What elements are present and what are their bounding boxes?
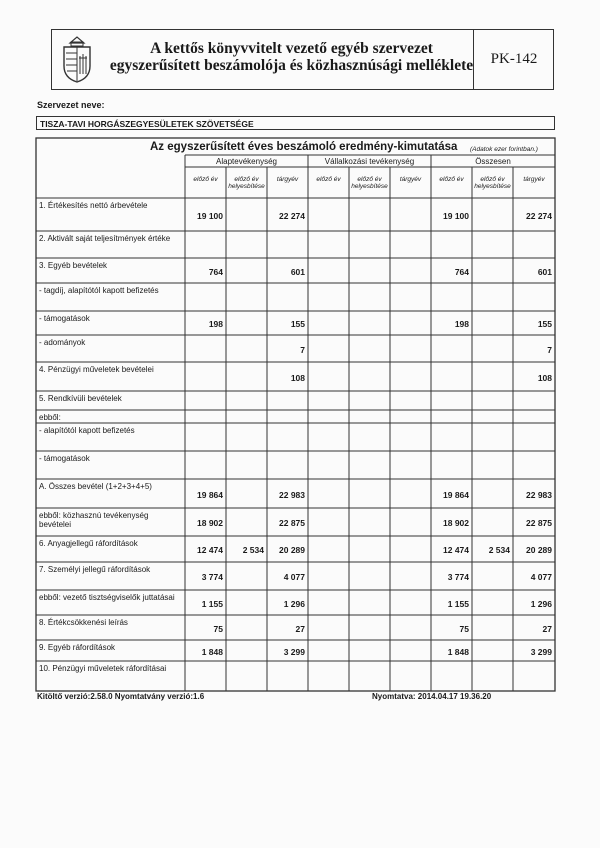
table-cell: 19 100: [197, 210, 223, 221]
form-title-line2: egyszerűsített beszámolója és közhasznúsági melléklete: [109, 57, 474, 74]
table-cell: 108: [290, 372, 305, 383]
form-title-line1: A kettős könyvvitelt vezető egyéb szervezet: [150, 40, 433, 57]
row-label: - adományok: [39, 338, 86, 347]
table-cell: 12 474: [443, 545, 469, 555]
table-cell: 4 077: [283, 572, 305, 582]
table-cell: 155: [290, 319, 305, 329]
col-previous-year: előző év: [316, 176, 341, 183]
table-cell: 18 902: [443, 518, 469, 528]
row-label: - alapítótól kapott befizetés: [39, 426, 135, 435]
table-cell: 1 155: [447, 598, 469, 609]
group-total: Összesen: [475, 157, 511, 166]
table-cell: 22 875: [526, 518, 552, 528]
col-current-year: tárgyév: [399, 176, 422, 183]
print-timestamp: Nyomtatva: 2014.04.17 19.36.20: [372, 692, 492, 701]
table-cell: 1 848: [201, 646, 223, 657]
row-label: - támogatások: [39, 314, 90, 323]
table-cell: 7: [547, 344, 552, 355]
table-cell: 2 534: [242, 545, 264, 555]
organization-label: Szervezet neve:: [37, 100, 105, 110]
col-previous-year-correction: előző év helyesbítése: [474, 176, 511, 190]
table-cell: 764: [208, 266, 223, 277]
row-label: 1. Értékesítés nettó árbevétele: [39, 201, 148, 210]
table-cell: 1 848: [447, 646, 469, 657]
row-label: 10. Pénzügyi műveletek ráfordításai: [39, 664, 167, 673]
unit-note: (Adatok ezer forintban.): [470, 146, 538, 153]
table-cell: 3 299: [283, 646, 305, 657]
table-cell: 20 289: [279, 545, 305, 555]
table-cell: 19 864: [443, 489, 469, 500]
table-cell: 3 774: [201, 572, 223, 582]
table-cell: 1 296: [530, 598, 552, 609]
row-label: ebből: közhasznú tevékenység bevételei: [39, 511, 149, 529]
table-cell: 75: [459, 623, 469, 634]
row-label: 6. Anyagjellegű ráfordítások: [39, 539, 138, 548]
table-cell: 7: [300, 344, 305, 355]
table-cell: 27: [295, 623, 305, 634]
row-label: 4. Pénzügyi műveletek bevételei: [39, 365, 154, 374]
col-current-year: tárgyév: [276, 176, 299, 183]
table-cell: 108: [537, 372, 552, 383]
table-cell: 22 983: [526, 489, 552, 500]
table-cell: 198: [454, 319, 469, 329]
table-cell: 4 077: [530, 572, 552, 582]
table-cell: 75: [213, 623, 223, 634]
row-label: ebből: vezető tisztségviselők juttatásai: [39, 593, 175, 602]
report-title: Az egyszerűsített éves beszámoló eredmény-kimutatása: [150, 141, 458, 153]
table-cell: 18 902: [197, 518, 223, 528]
table-cell: 27: [542, 623, 552, 634]
table-cell: 1 296: [283, 598, 305, 609]
form-code: PK-142: [473, 29, 554, 90]
table-cell: 19 100: [443, 210, 469, 221]
row-label: 8. Értékcsökkenési leírás: [39, 618, 128, 627]
organization-name: TISZA-TAVI HORGÁSZEGYESÜLETEK SZÖVETSÉGE: [36, 116, 555, 130]
table-cell: 764: [454, 266, 469, 277]
row-label: 7. Személyi jellegű ráfordítások: [39, 565, 151, 574]
col-previous-year-correction: előző év helyesbítése: [351, 176, 388, 190]
table-cell: 155: [537, 319, 552, 329]
table-cell: 3 774: [447, 572, 469, 582]
row-label: 2. Aktivált saját teljesítmények értéke: [39, 234, 171, 243]
table-cell: 601: [290, 266, 305, 277]
row-label: - tagdíj, alapítótól kapott befizetés: [39, 286, 159, 295]
table-cell: 22 983: [279, 489, 305, 500]
row-label: 3. Egyéb bevételek: [39, 261, 108, 270]
table-cell: 22 274: [526, 210, 552, 221]
table-cell: 2 534: [488, 545, 510, 555]
col-current-year: tárgyév: [523, 176, 545, 183]
table-cell: 20 289: [526, 545, 552, 555]
table-cell: 1 155: [201, 598, 223, 609]
row-label: A. Összes bevétel (1+2+3+4+5): [39, 482, 152, 491]
group-business-activity: Vállalkozási tevékenység: [324, 157, 415, 166]
table-cell: 601: [537, 266, 552, 277]
row-label: 9. Egyéb ráfordítások: [39, 643, 116, 652]
col-previous-year: előző év: [439, 176, 464, 183]
row-label: 5. Rendkívüli bevételek: [39, 394, 122, 403]
col-previous-year: előző év: [193, 176, 218, 183]
version-info: Kitöltő verzió:2.58.0 Nyomtatvány verzió:1.6: [37, 692, 205, 701]
group-basic-activity: Alaptevékenység: [216, 157, 277, 166]
table-cell: 22 875: [279, 518, 305, 528]
table-cell: 3 299: [530, 646, 552, 657]
table-cell: 198: [208, 319, 223, 329]
table-cell: 19 864: [197, 489, 223, 500]
row-label: - támogatások: [39, 454, 90, 463]
table-cell: 22 274: [279, 210, 305, 221]
col-previous-year-correction: előző év helyesbítése: [228, 176, 265, 190]
table-cell: 12 474: [197, 545, 223, 555]
row-label: ebből:: [39, 413, 61, 422]
